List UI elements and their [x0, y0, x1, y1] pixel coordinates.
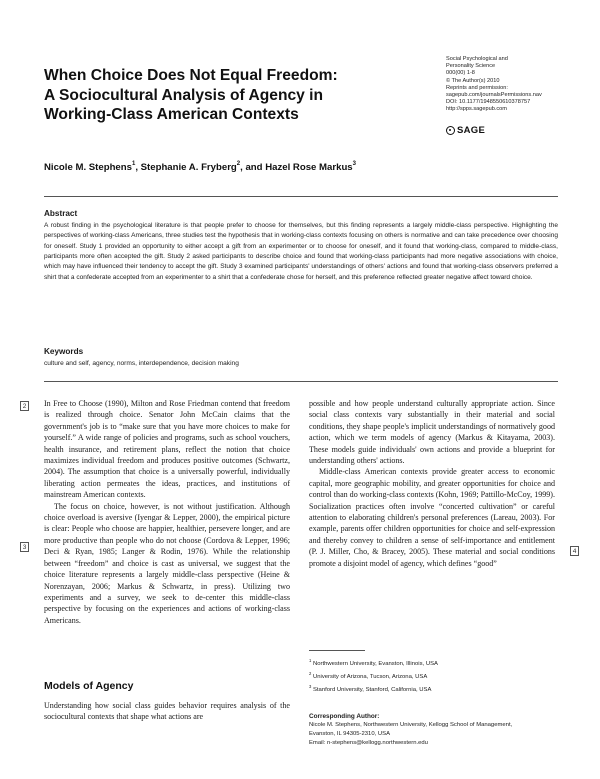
- author-separator: ,: [135, 162, 141, 174]
- publisher-name: SAGE: [457, 125, 486, 136]
- affiliation-text: Stanford University, Stanford, California, USA: [312, 687, 432, 694]
- body-paragraph: possible and how people understand culturally appropriate action. Since social class contexts vary substantially in their material and social conditions, they shape people's implicit understandings of normatively good action, which we term models of agency (Markus & Kitayama, 2003). These models guide individuals' own actions and provide a blueprint for understanding others' actions.: [309, 399, 555, 466]
- title-line: A Sociocultural Analysis of Agency in: [44, 86, 324, 104]
- margin-marker: 2: [20, 401, 29, 411]
- section-body: [44, 700, 290, 723]
- author-affiliation: 1: [131, 161, 136, 167]
- journal-line: sagepub.com/journalsPermissions.nav: [446, 92, 542, 99]
- body-paragraph: Understanding how social class guides behavior requires analysis of the sociocultural contexts that shape what actions are: [44, 701, 290, 722]
- abstract-text: A robust finding in the psychological literature is that people prefer to choose for themselves, but this finding represents a largely middle-class perspective. Highlighting the perspectives of working-class Americans, three studies test the hypothesis that in working-class contexts focusing on others is normative and can take precedence over choosing for oneself. Study 1 provided an opportunity to either accept a gift from an experimenter or to choose for oneself, and it found that working-class, compared to middle-class, participants more often accepted the gift. Study 2 asked participants to describe choice and found that working-class participants had more negative associations with choice, which may have influenced their tendency to accept the gift. Study 3 examined participants' understandings of others' actions and found that working-class observers preferred a shirt that a confederate accepted from an experimenter to a shirt that a confederate chose for herself, and this preference reflected greater negative affect toward choice.: [44, 222, 558, 281]
- title-line: Working-Class American Contexts: [44, 106, 299, 123]
- author-name: Hazel Rose Markus: [265, 162, 353, 174]
- journal-line: 000(00) 1-8: [446, 70, 475, 77]
- corresponding-line: Nicole M. Stephens, Northwestern University, Kellogg School of Management,: [309, 722, 513, 729]
- body-paragraph: The focus on choice, however, is not without justification. Although choice overload is aversive (Iyengar & Lepper, 2000), the empirical picture is clear: People who choose are happier, healthier, persevere longer, and are more productive than people who do not choose (Cordova & Lepper, 1996; Deci & Ryan, 1985; Langer & Rodin, 1976). While the relationship between “freedom” and choice is cast as universal, we suggest that the choice literature represents a largely middle-class perspective (Heine & Norenzayan, 2006; Markus & Schwartz, in press). Utilizing two experiments and a survey, we seek to de-center this middle-class perspective by focusing on the experiences and actions of working-class Americans.: [44, 501, 290, 625]
- keywords-text: culture and self, agency, norms, interdependence, decision making: [44, 360, 239, 367]
- journal-line: DOI: 10.1177/1948550610378757: [446, 99, 531, 106]
- author-affiliation: 2: [236, 161, 241, 167]
- journal-line: http://spps.sagepub.com: [446, 106, 507, 113]
- title-line: When Choice Does Not Equal Freedom:: [44, 67, 338, 84]
- corresponding-heading: Corresponding Author:: [309, 713, 380, 720]
- journal-line: Social Psychological and: [446, 56, 508, 62]
- affiliation-number: 2: [309, 671, 312, 677]
- affiliation-line: [309, 682, 438, 695]
- footnote-divider: [309, 650, 365, 651]
- body-paragraph: Middle-class American contexts provide greater access to economic capital, more geographic mobility, and greater opportunities for choice and control than do working-class contexts (Kohn, 1969; Pattillo-McCoy, 1999). Socialization practices often involve “concerted cultivation” or careful attention to elaborating children's personal preferences (Lareau, 2003). For example, parents offer children opportunities for choice and self-expression and thereby convey to children a sense of self-importance and entitlement (P. J. Miller, Cho, & Bracey, 2005). These material and social conditions promote a disjoint model of agency, which defines “good”: [309, 467, 555, 568]
- journal-line: © The Author(s) 2010: [446, 77, 500, 84]
- sage-logo-icon: [446, 126, 455, 135]
- journal-line: Personality Science: [446, 63, 496, 70]
- body-column-left: [44, 398, 290, 626]
- body-column-right: [309, 398, 555, 569]
- author-name: Nicole M. Stephens: [44, 162, 132, 174]
- margin-marker: 4: [570, 546, 579, 556]
- author-list: [44, 162, 356, 173]
- author-separator: , and: [240, 162, 266, 174]
- paper-title: [44, 66, 404, 125]
- affiliation-text: University of Arizona, Tucson, Arizona, USA: [312, 674, 428, 681]
- corresponding-email[interactable]: Email: n-stephens@kellogg.northwestern.edu: [309, 740, 428, 747]
- affiliation-number: 1: [309, 658, 312, 663]
- corresponding-author: [309, 712, 512, 748]
- keywords-heading: Keywords: [44, 347, 84, 356]
- abstract-divider: [44, 381, 558, 382]
- journal-info: [446, 56, 596, 114]
- abstract-heading: Abstract: [44, 209, 78, 218]
- corresponding-line: Evanston, IL 94305-2310, USA: [309, 731, 390, 738]
- margin-marker: 3: [20, 542, 29, 552]
- affiliation-text: Northwestern University, Evanston, Illinois, USA: [312, 660, 438, 667]
- affiliation-line: [309, 656, 438, 669]
- journal-line: Reprints and permission:: [446, 84, 508, 91]
- affiliations: [309, 656, 438, 696]
- author-name: Stephanie A. Fryberg: [140, 162, 237, 174]
- author-affiliation: 3: [352, 161, 356, 167]
- section-heading: Models of Agency: [44, 680, 134, 692]
- affiliation-number: 3: [309, 684, 312, 690]
- affiliation-line: [309, 669, 438, 682]
- publisher-logo: [446, 125, 485, 136]
- body-paragraph: In Free to Choose (1990), Milton and Rose Friedman contend that freedom is realized through choice. Senator John McCain claims that the government's job is to “make sure that you have more choices to make for yourself.” A wide range of policies and programs, such as school vouchers, health insurance, and retirement plans, reflect the notion that choice maximizes individual freedom and produces positive outcomes (Schwartz, 2004). The assumption that choice is a universally powerful, individually liberating action permeates the ideas, practices, and institutions of mainstream American contexts.: [44, 399, 290, 500]
- top-divider: [44, 196, 558, 197]
